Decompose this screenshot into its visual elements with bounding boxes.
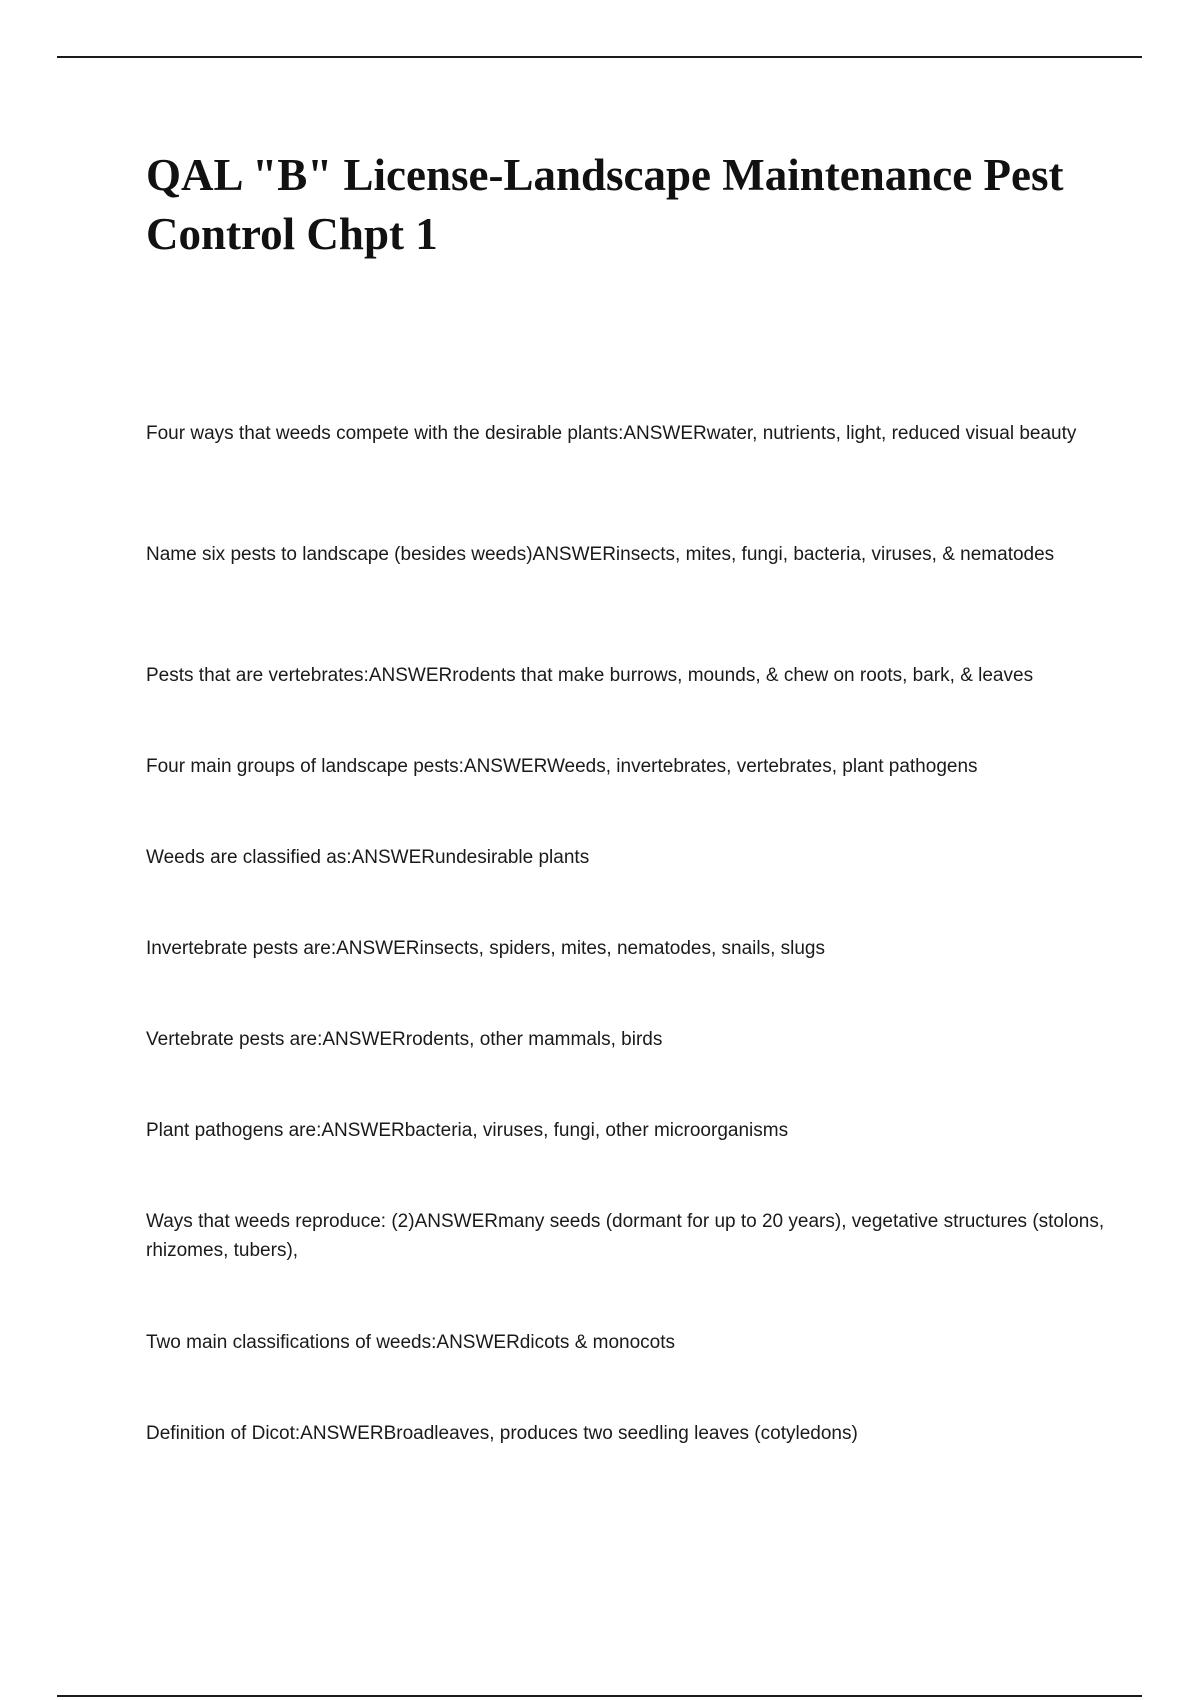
qa-item: Pests that are vertebrates:ANSWERrodents that make burrows, mounds, & chew on roots, bark, & leaves bbox=[146, 665, 1034, 686]
qa-item: Weeds are classified as:ANSWERundesirable plants bbox=[146, 847, 590, 868]
qa-item: Definition of Dicot:ANSWERBroadleaves, produces two seedling leaves (cotyledons) bbox=[146, 1423, 858, 1444]
qa-list bbox=[146, 419, 1106, 1510]
qa-item: Plant pathogens are:ANSWERbacteria, viruses, fungi, other microorganisms bbox=[146, 1120, 789, 1141]
qa-item: Four main groups of landscape pests:ANSWERWeeds, invertebrates, vertebrates, plant pathogens bbox=[146, 756, 978, 777]
qa-item: Name six pests to landscape (besides weeds)ANSWERinsects, mites, fungi, bacteria, viruses, & nematodes bbox=[146, 544, 1055, 565]
qa-item: Vertebrate pests are:ANSWERrodents, other mammals, birds bbox=[146, 1029, 663, 1050]
qa-item: Two main classifications of weeds:ANSWERdicots & monocots bbox=[146, 1332, 676, 1353]
top-rule bbox=[57, 56, 1142, 58]
qa-item: Invertebrate pests are:ANSWERinsects, spiders, mites, nematodes, snails, slugs bbox=[146, 938, 825, 959]
qa-item: Four ways that weeds compete with the desirable plants:ANSWERwater, nutrients, light, reduced visual beauty bbox=[146, 423, 1077, 444]
document-title: QAL "B" License-Landscape Maintenance Pest Control Chpt 1 bbox=[146, 150, 1064, 259]
bottom-rule bbox=[57, 1695, 1142, 1697]
qa-item: Ways that weeds reproduce: (2)ANSWERmany seeds (dormant for up to 20 years), vegetative structures (stolons, rhizomes, tubers), bbox=[146, 1211, 1105, 1261]
